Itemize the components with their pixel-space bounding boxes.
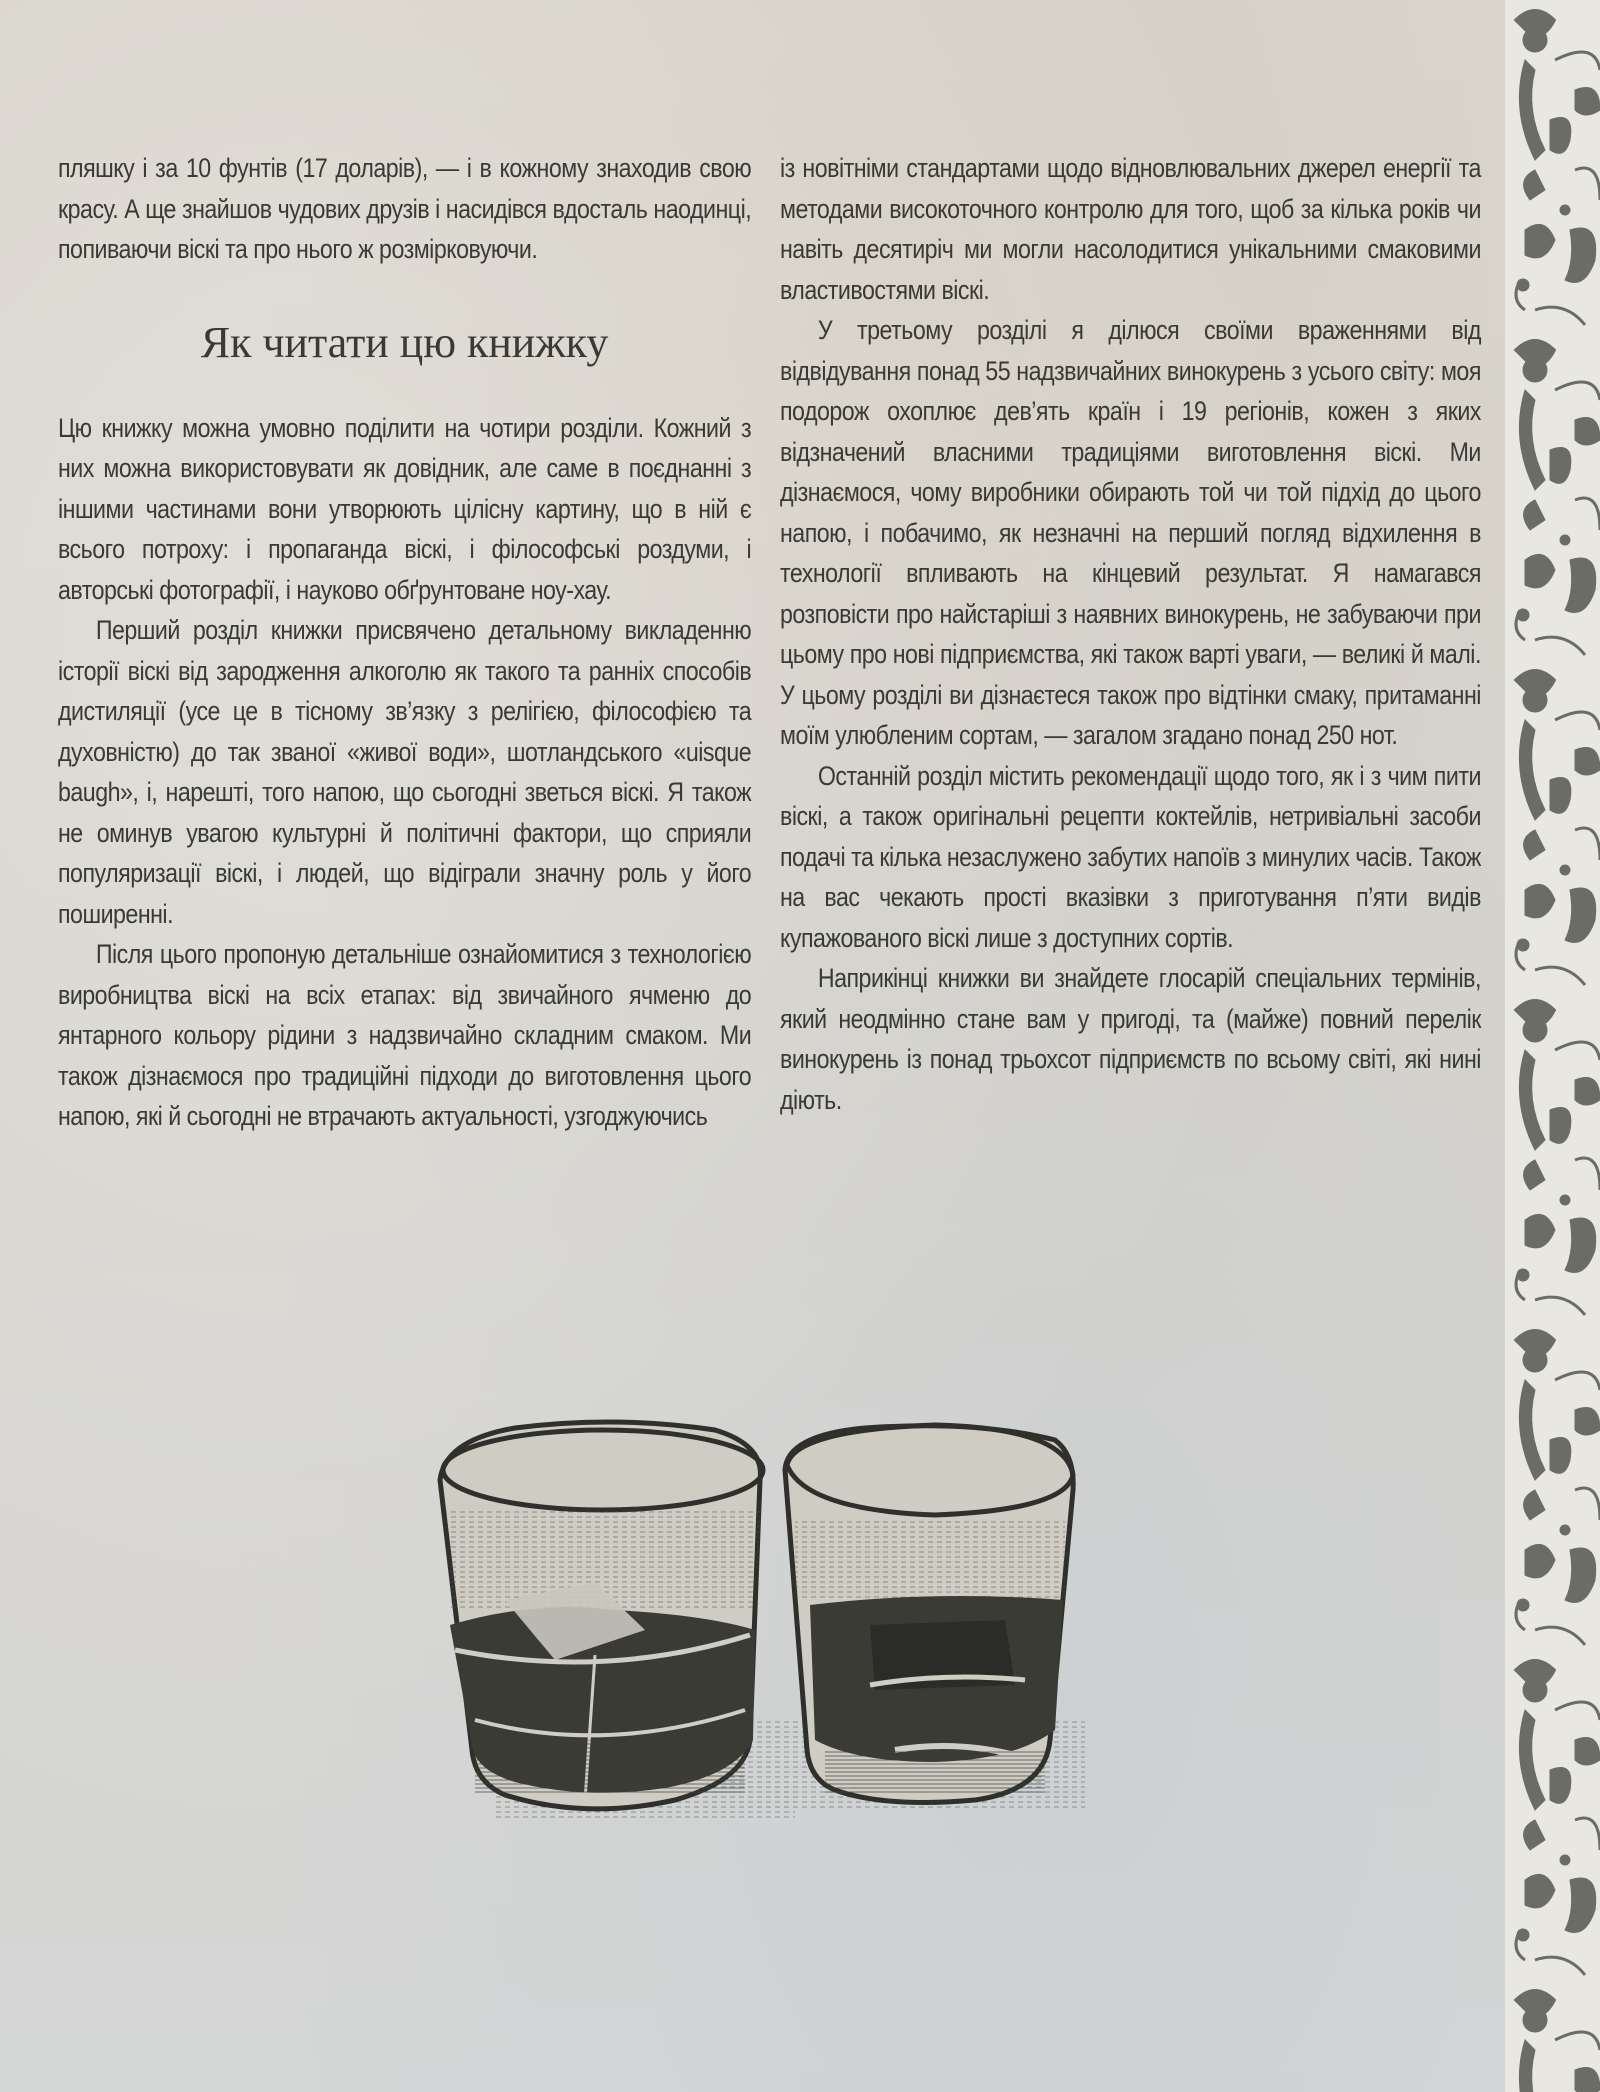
paragraph-production-cont: із новітніми стандартами щодо відновлювальних джерел енергії та методами високоточного контролю для того, щоб за кілька років чи навіть десятиріч ми могли насолодитися унікальними смаковими властивостями віскі. [780,153,1481,305]
paragraph-intro-end: пляшку і за 10 фунтів (17 доларів), — і в кожному знаходив свою красу. А ще знайшов чудових друзів і насидівся вдосталь наодинці, попиваючи віскі та про нього ж розмірковуючи. [58,153,752,264]
paragraph-overview: Цю книжку можна умовно поділити на чотири розділи. Кожний з них можна використовувати як довідник, але саме в поєднанні з іншими частинами вони утворюють цілісну картину, що в ній є всього потроху: і пропаганда віскі, і філософські роздуми, і авторські фотографії, і науково обґрунтоване ноу-хау. [58,412,752,605]
paragraph-production: Після цього пропоную детальніше ознайомитися з технологією виробництва віскі на всіх етапах: від звичайного ячменю до янтарного кольору рідини з надзвичайно складним смаком. Ми також дізнаємося про традиційні підходи до виготовлення цього напою, які й сьогодні не втрачають актуальності, узгоджуючись [58,939,752,1131]
left-column [58,148,751,1137]
section-heading: Як читати цю книжку [200,317,609,367]
left-glass [440,1422,763,1809]
paragraph-third-section: У третьому розділі я ділюся своїми враженнями від відвідування понад 55 надзвичайних винокурень з усього світу: моя подорож охоплює дев’ять країн і 19 регіонів, кожен з яких відзначений власними традиціями виготовлення віскі. Ми дізнаємося, чому виробники обирають той чи той підхід до цього напою, і побачимо, як незначні на перший погляд відхилення в технології впливають на кінцевий результат. Я намагався розповісти про найстаріші з наявних винокурень, не забуваючи при цьому про нові підприємства, які також варті уваги, — великі й малі. У цьому розділі ви дізнаєтеся також про відтінки смаку, притаманні моїм улюбленим сортам, — загалом згадано понад 250 нот. [780,315,1481,750]
whisky-glasses-illustration [415,1410,1095,1840]
paragraph-glossary: Наприкінці книжки ви знайдете глосарій спеціальних термінів, який неодмінно стане вам у пригоді, та (майже) повний перелік винокурень із понад трьохсот підприємств по всьому світі, які нині діють. [780,963,1481,1115]
right-column [780,148,1481,1120]
paragraph-last-section: Останній розділ містить рекомендації щодо того, як і з чим пити віскі, а також оригінальні рецепти коктейлів, нетривіальні засоби подачі та кілька незаслужено забутих напоїв з минулих часів. Також на вас чекають прості вказівки з приготування п’яти видів купажованого віскі лише з доступних сортів. [780,760,1481,953]
decorative-border [1505,0,1600,2092]
floral-ornament-icon [1505,0,1600,2092]
paragraph-first-section: Перший розділ книжки присвячено детальному викладенню історії віскі від зародження алкоголю як такого та ранніх способів дистиляції (усе це в тісному зв’язку з релігією, філософією та духовністю) до так званої «живої води», шотландського «uisque baugh», і, нарешті, того напою, що сьогодні зветься віскі. Я також не оминув увагою культурні й політичні фактори, що сприяли популяризації віскі, і людей, що відіграли значну роль у його поширенні. [58,615,752,929]
right-glass [785,1425,1073,1802]
